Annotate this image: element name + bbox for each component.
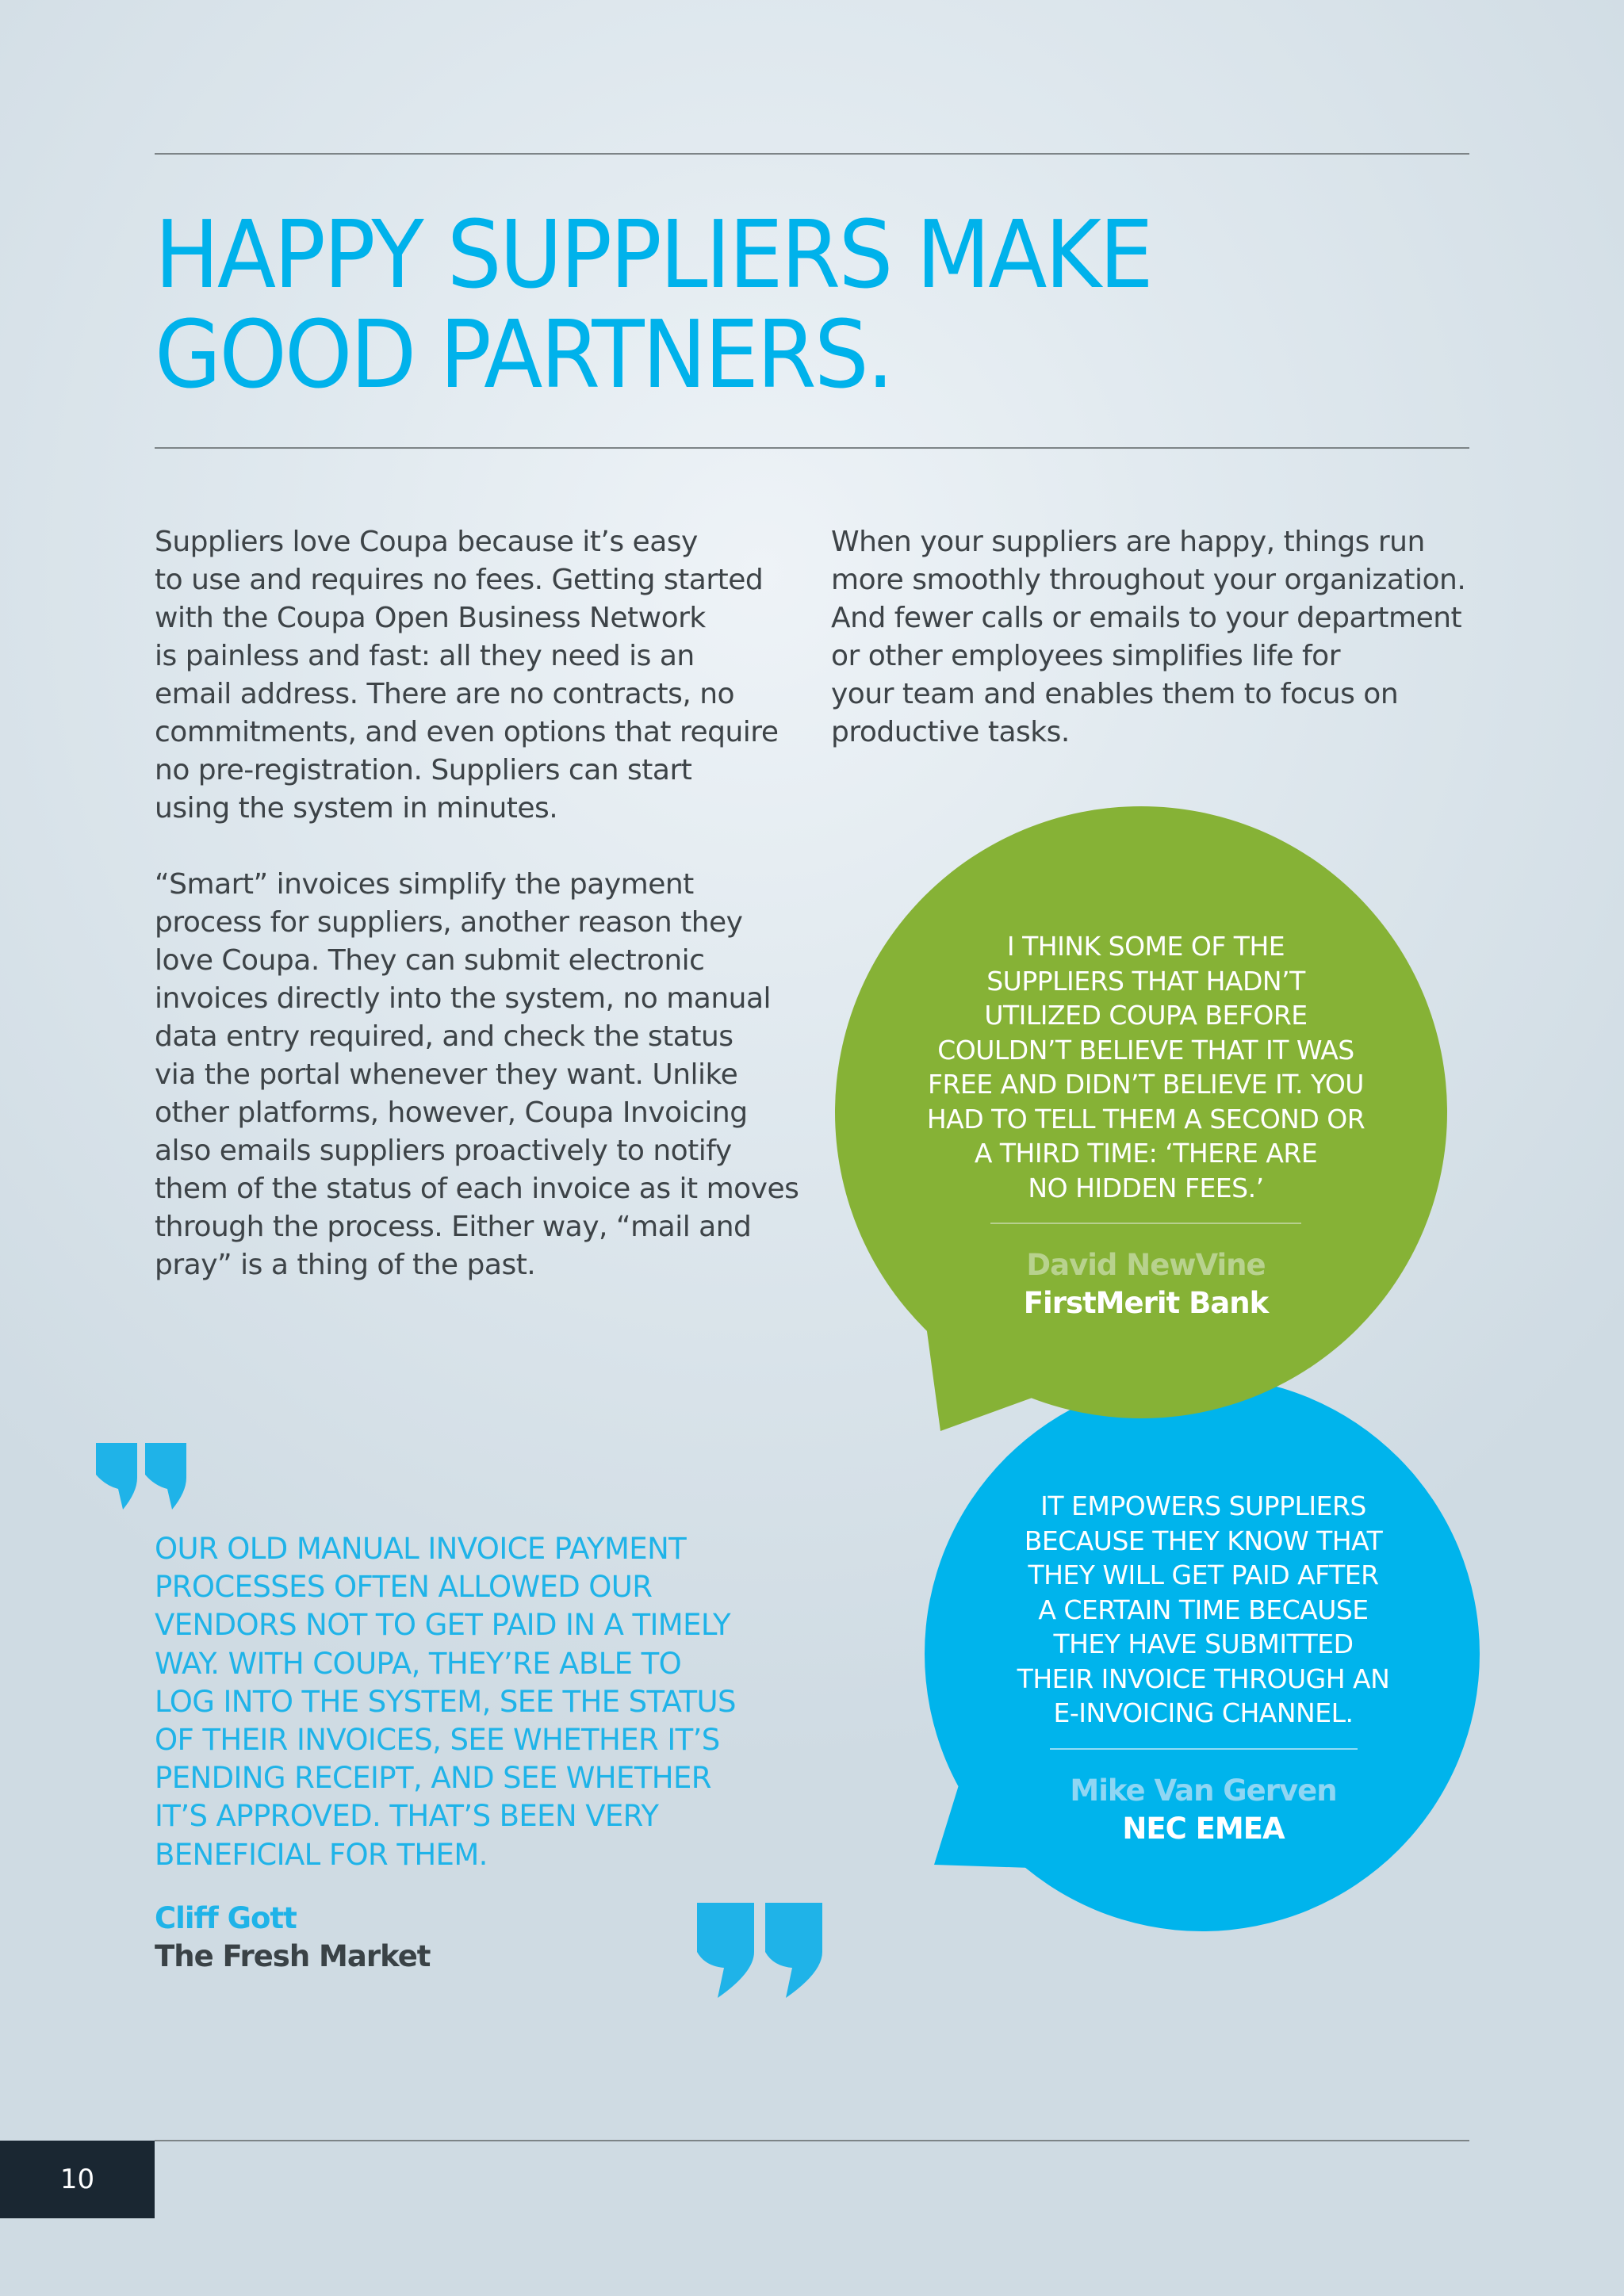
open-quote-icon [96, 1443, 188, 1511]
quote-line: E-INVOICING CHANNEL. [1053, 1697, 1354, 1728]
pull-quote-company: The Fresh Market [155, 1939, 431, 1973]
green-bubble-content [876, 929, 1415, 1322]
quote-line: I THINK SOME OF THE [1006, 931, 1285, 962]
quote-line: FREE AND DIDN’T BELIEVE IT. YOU [928, 1069, 1364, 1100]
quote-line: THEY HAVE SUBMITTED [1053, 1628, 1354, 1659]
text-line: process for suppliers, another reason they [155, 906, 743, 939]
close-quote-mark-left [697, 1903, 754, 1998]
title-line-2: GOOD PARTNERS. [155, 300, 892, 409]
pull-quote-line: VENDORS NOT TO GET PAID IN A TIMELY [155, 1608, 730, 1643]
quote-line: A CERTAIN TIME BECAUSE [1038, 1594, 1369, 1625]
page-number: 10 [0, 2141, 155, 2218]
quote-line: THEIR INVOICE THROUGH AN [1017, 1663, 1390, 1694]
pull-quote-author: Cliff Gott [155, 1901, 297, 1935]
quote-line: HAD TO TELL THEM A SECOND OR [926, 1103, 1365, 1135]
pull-quote-line: BENEFICIAL FOR THEM. [155, 1837, 488, 1872]
close-quote-icon [697, 1903, 824, 1999]
text-line: pray” is a thing of the past. [155, 1249, 536, 1281]
quote-line: IT EMPOWERS SUPPLIERS [1040, 1490, 1366, 1521]
text-line: data entry required, and check the status [155, 1020, 733, 1053]
blue-bubble-author: Mike Van Gerven [1070, 1773, 1337, 1808]
blue-bubble-company: NEC EMEA [1122, 1811, 1285, 1846]
pull-quote-line: PROCESSES OFTEN ALLOWED OUR [155, 1570, 653, 1605]
text-line: more smoothly throughout your organization. [831, 564, 1466, 596]
quote-line: A THIRD TIME: ‘THERE ARE [974, 1138, 1318, 1169]
pull-quote-line: PENDING RECEIPT, AND SEE WHETHER [155, 1761, 711, 1796]
title-line-1: HAPPY SUPPLIERS MAKE [155, 200, 1152, 309]
text-line: email address. There are no contracts, no [155, 678, 735, 710]
text-line: other platforms, however, Coupa Invoicing [155, 1096, 748, 1129]
text-line: commitments, and even options that require [155, 716, 779, 748]
text-line: them of the status of each invoice as it moves [155, 1173, 799, 1205]
quote-line: SUPPLIERS THAT HADN’T [986, 965, 1305, 997]
text-line: love Coupa. They can submit electronic [155, 944, 705, 977]
text-line: “Smart” invoices simplify the payment [155, 868, 694, 901]
green-bubble-company: FirstMerit Bank [1023, 1286, 1269, 1320]
blue-bubble-content [940, 1489, 1467, 1848]
quote-line: UTILIZED COUPA BEFORE [984, 1000, 1308, 1031]
close-quote-mark-right [765, 1903, 822, 1998]
text-line: productive tasks. [831, 716, 1070, 748]
pull-quote-line: WAY. WITH COUPA, THEY’RE ABLE TO [155, 1646, 682, 1681]
text-line: via the portal whenever they want. Unlike [155, 1058, 738, 1091]
text-line: invoices directly into the system, no manual [155, 982, 772, 1015]
text-line: or other employees simplifies life for [831, 640, 1340, 672]
text-line: your team and enables them to focus on [831, 678, 1399, 710]
text-line: is painless and fast: all they need is an [155, 640, 695, 672]
pull-quote-line: OUR OLD MANUAL INVOICE PAYMENT [155, 1532, 687, 1566]
text-line: And fewer calls or emails to your department [831, 602, 1462, 634]
open-quote-mark-right [145, 1443, 186, 1510]
blue-bubble-quote [940, 1489, 1467, 1731]
text-line: When your suppliers are happy, things run [831, 526, 1425, 558]
text-line: using the system in minutes. [155, 792, 558, 825]
quote-line: BECAUSE THEY KNOW THAT [1024, 1525, 1383, 1556]
text-line: no pre-registration. Suppliers can start [155, 754, 692, 786]
text-line: with the Coupa Open Business Network [155, 602, 706, 634]
quote-line: COULDN’T BELIEVE THAT IT WAS [937, 1034, 1354, 1066]
text-line: through the process. Either way, “mail and [155, 1211, 752, 1243]
footer-rule [155, 2140, 1469, 2141]
quote-line: THEY WILL GET PAID AFTER [1028, 1559, 1379, 1590]
text-line: also emails suppliers proactively to notify [155, 1135, 732, 1167]
green-bubble-divider [990, 1223, 1301, 1224]
green-bubble-author: David NewVine [1026, 1248, 1266, 1282]
open-quote-mark-left [96, 1443, 137, 1510]
pull-quote [155, 1530, 805, 1874]
blue-bubble-divider [1050, 1748, 1358, 1750]
green-bubble-quote [876, 929, 1415, 1205]
text-line: Suppliers love Coupa because it’s easy [155, 526, 698, 558]
pull-quote-line: LOG INTO THE SYSTEM, SEE THE STATUS [155, 1684, 736, 1719]
pull-quote-line: OF THEIR INVOICES, SEE WHETHER IT’S [155, 1723, 720, 1758]
pull-quote-line: IT’S APPROVED. THAT’S BEEN VERY [155, 1799, 659, 1834]
text-line: to use and requires no fees. Getting started [155, 564, 764, 596]
quote-line: NO HIDDEN FEES.’ [1028, 1172, 1264, 1203]
